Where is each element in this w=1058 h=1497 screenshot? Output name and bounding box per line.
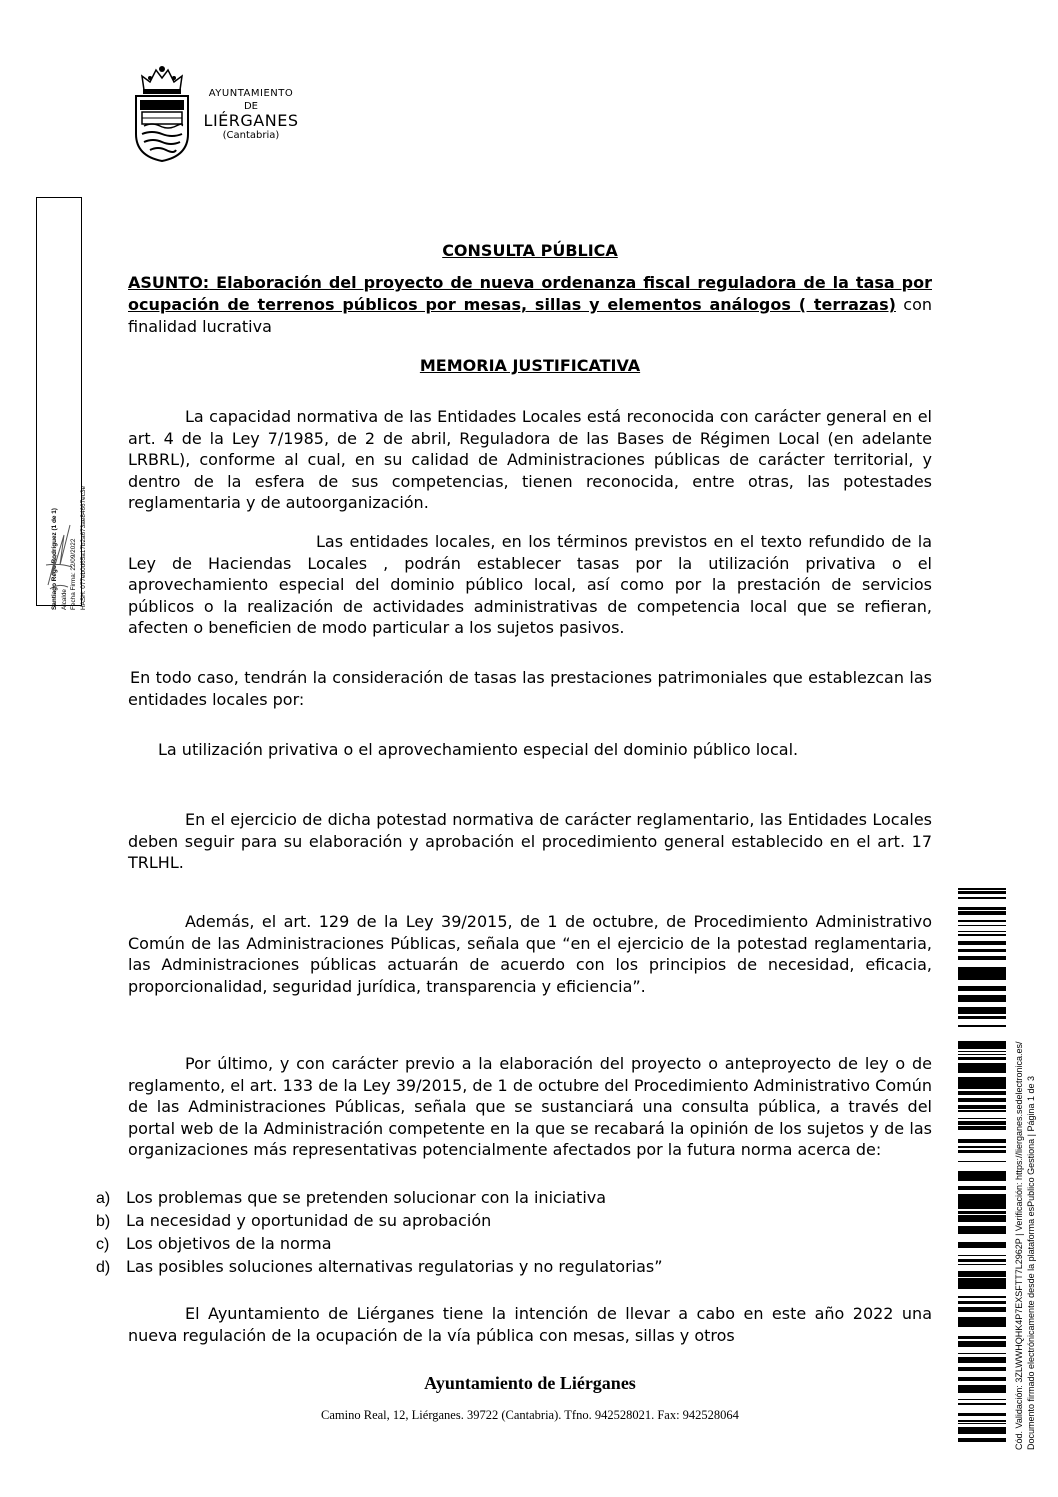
list-item: [96, 1210, 491, 1233]
footer-organization: Ayuntamiento de Liérganes: [424, 1373, 636, 1393]
town-header-line: DE: [243, 101, 259, 112]
signature-hash: HASH: 077eb0d65a17b2a673ae84667ec3e: [79, 485, 87, 610]
barcode-icon: [958, 888, 1006, 1444]
document-title: CONSULTA PÚBLICA: [442, 241, 618, 260]
footer-address: Camino Real, 12, Liérganes. 39722 (Cantabria). Tfno. 942528021. Fax: 942528064: [321, 1408, 739, 1422]
signer-role: Alcalde: [60, 589, 68, 610]
list-item: [96, 1187, 606, 1210]
paragraph: La utilización privativa o el aprovechamiento especial del dominio público local.: [158, 740, 799, 759]
town-header-line: AYUNTAMIENTO: [208, 88, 294, 99]
list-text: Los problemas que se pretenden solucionar con la iniciativa: [126, 1188, 607, 1207]
town-region: (Cantabria): [222, 130, 280, 141]
signature-date: Fecha Firma: 22/09/2022: [70, 538, 77, 610]
list-text: Las posibles soluciones alternativas regulatorias y no regulatorias”: [126, 1257, 663, 1276]
subject-label: ASUNTO:: [128, 273, 210, 292]
list-item: [96, 1233, 332, 1256]
section-title: MEMORIA JUSTIFICATIVA: [419, 356, 641, 375]
handwritten-signature-icon: [42, 515, 76, 595]
list-letter: a): [96, 1190, 111, 1207]
validation-sidebar: [1013, 960, 1049, 1450]
subject-text: Elaboración del proyecto de nueva ordenanza fiscal reguladora de la tasa por ocupación de terrenos públicos por mesas, sillas y elementos análogos ( terrazas): [128, 273, 932, 314]
list-text: La necesidad y oportunidad de su aprobación: [126, 1211, 492, 1230]
list-letter: b): [96, 1213, 111, 1230]
validation-code-line: Cód. Validación: 3ZLWWHQHK4P7EXSFTT7L2962P | Verificación: https://lierganes.sedelectronica.es/: [1014, 1041, 1024, 1450]
paragraph: En el ejercicio de dicha potestad normativa de carácter reglamentario, las Entidades Locales deben seguir para su elaboración y aprobación el procedimiento general establecido en el art. 17 TRLHL.: [128, 810, 932, 872]
paragraph: La capacidad normativa de las Entidades Locales está reconocida con carácter general en el art. 4 de la Ley 7/1985, de 2 de abril, Reguladora de las Bases de Régimen Local (en adelante LRBRL), conforme al cual, en su calidad de Administraciones públicas de carácter territorial, y dentro de la esfera de sus competencias, tienen reconocida, entre otras, las potestades reglamentaria y de autoorganización.: [128, 407, 932, 512]
subject-tail: con finalidad lucrativa: [128, 295, 933, 336]
list-text: Los objetivos de la norma: [126, 1234, 332, 1253]
paragraph: Además, el art. 129 de la Ley 39/2015, de 1 de octubre, de Procedimiento Administrativo Común de las Administraciones Públicas, señala que “en el ejercicio de la potestad reglamentaria, las Administraciones públicas actuarán de acuerdo con los principios de necesidad, eficacia, proporcionalidad, seguridad jurídica, transparencia y eficiencia”.: [128, 912, 932, 996]
coat-of-arms-logo: [130, 64, 194, 164]
list-letter: d): [96, 1259, 111, 1276]
signer-name: Santiago Rego Rodríguez (1 de 1): [51, 508, 58, 610]
paragraph: Las entidades locales, en los términos previstos en el texto refundido de la Ley de Haciendas Locales , podrán establecer tasas por la utilización privativa o el aprovechamiento especial del dominio público local, así como por la prestación de servicios públicos o la realización de actividades administrativas de competencia local que se refieran, afecten o beneficien de modo particular a los sujetos pasivos.: [128, 532, 932, 637]
paragraph: El Ayuntamiento de Liérganes tiene la intención de llevar a cabo en este año 2022 una nueva regulación de la ocupación de la vía pública con mesas, sillas y otros: [128, 1304, 932, 1345]
paragraph: Por último, y con carácter previo a la elaboración del proyecto o anteproyecto de ley o de reglamento, el art. 133 de la Ley 39/2015, de 1 de octubre del Procedimiento Administrativo Común de las Administraciones Públicas, señala que se sustanciará una consulta pública, a través del portal web de la Administración competente en la que se recabará la opinión de los sujetos y de las organizaciones más representativas potencialmente afectados por la futura norma acerca de:: [128, 1054, 932, 1159]
list-letter: c): [96, 1236, 110, 1253]
validation-platform-line: Documento firmado electrónicamente desde la plataforma esPublico Gestiona | Página 1 de 3: [1026, 1075, 1036, 1450]
town-name: LIÉRGANES: [203, 111, 299, 130]
paragraph: En todo caso, tendrán la consideración de tasas las prestaciones patrimoniales que establezcan las entidades locales por:: [128, 668, 932, 709]
subject-block: [128, 272, 932, 338]
list-item: [96, 1256, 663, 1279]
